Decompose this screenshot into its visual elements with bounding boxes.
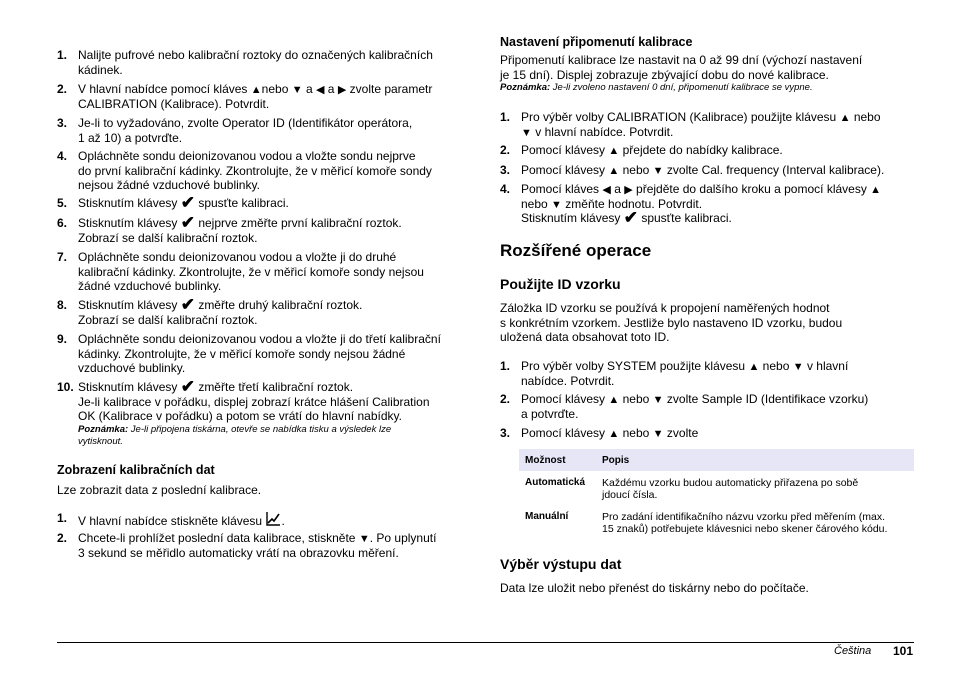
list-item (57, 116, 470, 145)
up-arrow-icon: ▲ (839, 112, 851, 124)
step-text: Zobrazí se další kalibrační roztok. (78, 312, 258, 327)
note-text: Je-li zvoleno nastavení 0 dní, připomenutí kalibrace se vypne. (552, 82, 813, 93)
step-text: . Po uplynutí (369, 531, 437, 545)
down-arrow-icon: ▼ (792, 361, 804, 373)
step-number: 5. (57, 196, 68, 210)
step-text: Stisknutím klávesy (521, 211, 621, 225)
step-text: kádinky. Zkontrolujte, že v měřicí komoře sondy nejsou žádné (78, 346, 406, 361)
section-text: Data lze uložit nebo přenést do tiskárny nebo do počítače. (500, 581, 809, 595)
cell-text: jdoucí čísla. (602, 489, 658, 501)
step-text: zvolte parametr (349, 82, 433, 96)
table-cell (596, 505, 914, 539)
list-item (500, 426, 914, 441)
step-text: nebo (622, 392, 650, 406)
list-item (500, 392, 914, 421)
step-text: nebo (762, 359, 790, 373)
down-arrow-icon: ▼ (358, 533, 370, 545)
step-number: 3. (500, 426, 511, 440)
up-arrow-icon: ▲ (608, 428, 620, 440)
step-text: a (327, 82, 335, 96)
footer-language: Čeština (834, 645, 872, 657)
step-text: změřte druhý kalibrační roztok. (198, 298, 363, 312)
section-text: uložená data obsahovat toto ID. (500, 330, 670, 344)
list-item (57, 48, 470, 77)
right-arrow-icon: ▶ (624, 184, 633, 196)
step-text: změňte hodnotu. Potvrdit. (565, 196, 703, 211)
left-arrow-icon: ◀ (602, 184, 611, 196)
step-text: v hlavní (806, 359, 849, 373)
section-heading: Nastavení připomenutí kalibrace (500, 35, 693, 49)
step-text: Stisknutím klávesy (78, 196, 178, 210)
footer-divider (57, 642, 914, 643)
section-text: Záložka ID vzorku se používá k propojení naměřených hodnot (500, 301, 830, 315)
step-number: 6. (57, 216, 68, 230)
step-number: 4. (57, 149, 68, 163)
cell-text: Pro zadání identifikačního názvu vzorku před měřením (max. (602, 511, 886, 523)
cell-text: 15 znaků) potřebujete klávesnici nebo skener čárového kódu. (602, 523, 888, 535)
step-text: nebo (521, 196, 548, 211)
step-number: 4. (500, 182, 511, 196)
step-number: 3. (57, 116, 68, 130)
down-arrow-icon: ▼ (291, 84, 303, 96)
step-text: změřte třetí kalibrační roztok. (198, 380, 354, 394)
list-item (57, 531, 470, 560)
step-text: Opláchněte sondu deionizovanou vodou a vložte ji do druhé (78, 250, 397, 264)
list-item (57, 295, 470, 327)
step-text: 3 sekund se měřidlo automaticky vrátí na obrazovku měření. (78, 545, 399, 560)
table-cell: Manuální (525, 511, 569, 522)
down-arrow-icon: ▼ (551, 198, 562, 211)
note (500, 82, 813, 94)
list-item (57, 213, 470, 245)
step-number: 9. (57, 332, 68, 346)
section-heading: Výběr výstupu dat (500, 556, 622, 572)
section-text: Připomenutí kalibrace lze nastavit na 0 až 99 dní (výchozí nastavení (500, 53, 863, 67)
step-text: Pomocí klávesy (521, 163, 606, 177)
list-item (500, 110, 914, 139)
step-text: zvolte Sample ID (Identifikace vzorku) (666, 392, 869, 406)
section-text: je 15 dní). Displej zobrazuje zbývající dobu do nové kalibrace. (500, 68, 829, 82)
step-text: V hlavní nabídce stiskněte klávesu (78, 514, 263, 528)
step-text: a (614, 182, 621, 196)
section-heading: Zobrazení kalibračních dat (57, 463, 215, 477)
up-arrow-icon: ▲ (608, 394, 620, 406)
step-text: Opláchněte sondu deionizovanou vodou a vložte ji do třetí kalibrační (78, 332, 441, 346)
list-item (500, 163, 914, 178)
step-text: nabídce. Potvrdit. (521, 373, 615, 388)
section-text: Lze zobrazit data z poslední kalibrace. (57, 483, 262, 497)
note-label: Poznámka: (78, 423, 129, 435)
step-text: Pomocí klávesy (521, 426, 606, 440)
list-item (500, 182, 914, 226)
list-item (57, 82, 470, 111)
step-text: nebo (622, 163, 650, 177)
section-text: s konkrétním vzorkem. Jestliže bylo nastaveno ID vzorku, budou (500, 316, 843, 330)
note-text: Je-li připojena tiskárna, otevře se nabídka tisku a výsledek lze (130, 423, 392, 435)
note-label: Poznámka: (500, 82, 551, 93)
graph-icon (265, 511, 281, 527)
list-item (500, 143, 914, 158)
step-text: nejprve změřte první kalibrační roztok. (198, 216, 402, 230)
step-number: 1. (57, 48, 68, 62)
section-title: Rozšířené operace (500, 241, 652, 260)
list-item (500, 359, 914, 388)
up-arrow-icon: ▲ (608, 145, 620, 157)
step-text: V hlavní nabídce pomocí kláves (78, 82, 248, 96)
step-text: nebo (622, 426, 650, 440)
right-arrow-icon: ▶ (337, 84, 347, 96)
step-number: 1. (500, 110, 511, 124)
left-arrow-icon: ◀ (315, 84, 325, 96)
step-text: Stisknutím klávesy (78, 380, 178, 394)
step-text: a (305, 82, 313, 96)
list-item (57, 377, 470, 448)
column-header: Možnost (519, 449, 596, 471)
check-icon: ✔ (180, 377, 195, 396)
step-number: 2. (500, 392, 511, 406)
table-row (519, 505, 914, 539)
check-icon: ✔ (180, 193, 195, 212)
step-text: v hlavní nabídce. Potvrdit. (535, 124, 674, 139)
step-text: zvolte Cal. frequency (Interval kalibrace). (666, 163, 885, 177)
step-number: 2. (500, 143, 511, 157)
options-table (519, 449, 914, 539)
step-number: 7. (57, 250, 68, 264)
step-text: 1 až 10) a potvrďte. (78, 130, 183, 145)
table-cell (596, 471, 914, 505)
step-number: 1. (500, 359, 511, 373)
up-arrow-icon: ▲ (608, 165, 620, 177)
step-text: Pro výběr volby SYSTEM použijte klávesu (521, 359, 746, 373)
step-text: žádné vzduchové bublinky. (78, 279, 222, 293)
step-text: kádinek. (78, 62, 123, 77)
step-text: Je-li to vyžadováno, zvolte Operator ID (Identifikátor operátora, (78, 116, 413, 130)
down-arrow-icon: ▼ (652, 394, 664, 406)
step-number: 3. (500, 163, 511, 177)
step-number: 2. (57, 82, 68, 96)
step-text: Chcete-li prohlížet poslední data kalibrace, stiskněte (78, 531, 356, 545)
step-number: 1. (57, 511, 68, 525)
note-text: vytisknout. (78, 435, 123, 447)
step-text: Pomocí klávesy (521, 143, 606, 157)
section-heading: Použijte ID vzorku (500, 276, 621, 292)
step-text: . (281, 514, 285, 528)
step-text: Pro výběr volby CALIBRATION (Kalibrace) použijte klávesu (521, 110, 837, 124)
step-text: nebo (853, 110, 881, 124)
table-header-row (519, 449, 914, 471)
table-row (519, 471, 914, 505)
step-text: Nalijte pufrové nebo kalibrační roztoky do označených kalibračních (78, 48, 433, 62)
note (78, 424, 470, 436)
column-header: Popis (596, 449, 914, 471)
down-arrow-icon: ▼ (521, 126, 532, 139)
list-item (57, 250, 470, 294)
step-text: spusťte kalibraci. (641, 211, 732, 225)
step-number: 8. (57, 298, 68, 312)
step-text: kalibrační kádinky. Zkontrolujte, že v měřicí komoře sondy nejsou (78, 264, 424, 279)
step-text: CALIBRATION (Kalibrace). Potvrdit. (78, 96, 270, 111)
step-text: nejsou žádné vzduchové bublinky. (78, 178, 260, 192)
step-text: zvolte (666, 426, 699, 440)
list-item (57, 193, 470, 212)
check-icon: ✔ (180, 213, 195, 232)
step-text: Stisknutím klávesy (78, 216, 178, 230)
step-text: do první kalibrační kádinky. Zkontrolujte, že v měřicí komoře sondy (78, 163, 432, 178)
down-arrow-icon: ▼ (652, 165, 664, 177)
step-text: Je-li kalibrace v pořádku, displej zobrazí krátce hlášení Calibration (78, 394, 430, 409)
step-text: Opláchněte sondu deionizovanou vodou a vložte sondu nejprve (78, 149, 416, 163)
up-arrow-icon: ▲ (870, 184, 882, 196)
step-text: spusťte kalibraci. (198, 196, 289, 210)
check-icon: ✔ (180, 295, 195, 314)
step-text: Stisknutím klávesy (78, 298, 178, 312)
step-text: vzduchové bublinky. (78, 361, 186, 375)
step-text: přejděte do dalšího kroku a pomocí klávesy (636, 182, 867, 196)
step-text: Pomocí klávesy (521, 392, 606, 406)
check-icon: ✔ (623, 208, 638, 227)
down-arrow-icon: ▼ (652, 428, 664, 440)
step-number: 10. (57, 380, 74, 394)
list-item (57, 511, 470, 529)
page-number: 101 (893, 644, 914, 658)
step-text: Zobrazí se další kalibrační roztok. (78, 230, 258, 245)
up-arrow-icon: ▲ (250, 84, 262, 96)
cell-text: Každému vzorku budou automaticky přiřazena po sobě (602, 477, 859, 489)
step-text: a potvrďte. (521, 406, 579, 421)
up-arrow-icon: ▲ (748, 361, 760, 373)
list-item (57, 332, 470, 376)
table-cell: Automatická (525, 477, 586, 488)
step-number: 2. (57, 531, 68, 545)
step-text: Pomocí kláves (521, 182, 600, 196)
step-text: nebo (261, 82, 289, 96)
step-text: OK (Kalibrace v pořádku) a potom se vrátí do hlavní nabídky. (78, 409, 402, 423)
list-item (57, 149, 470, 193)
step-text: přejdete do nabídky kalibrace. (622, 143, 783, 157)
